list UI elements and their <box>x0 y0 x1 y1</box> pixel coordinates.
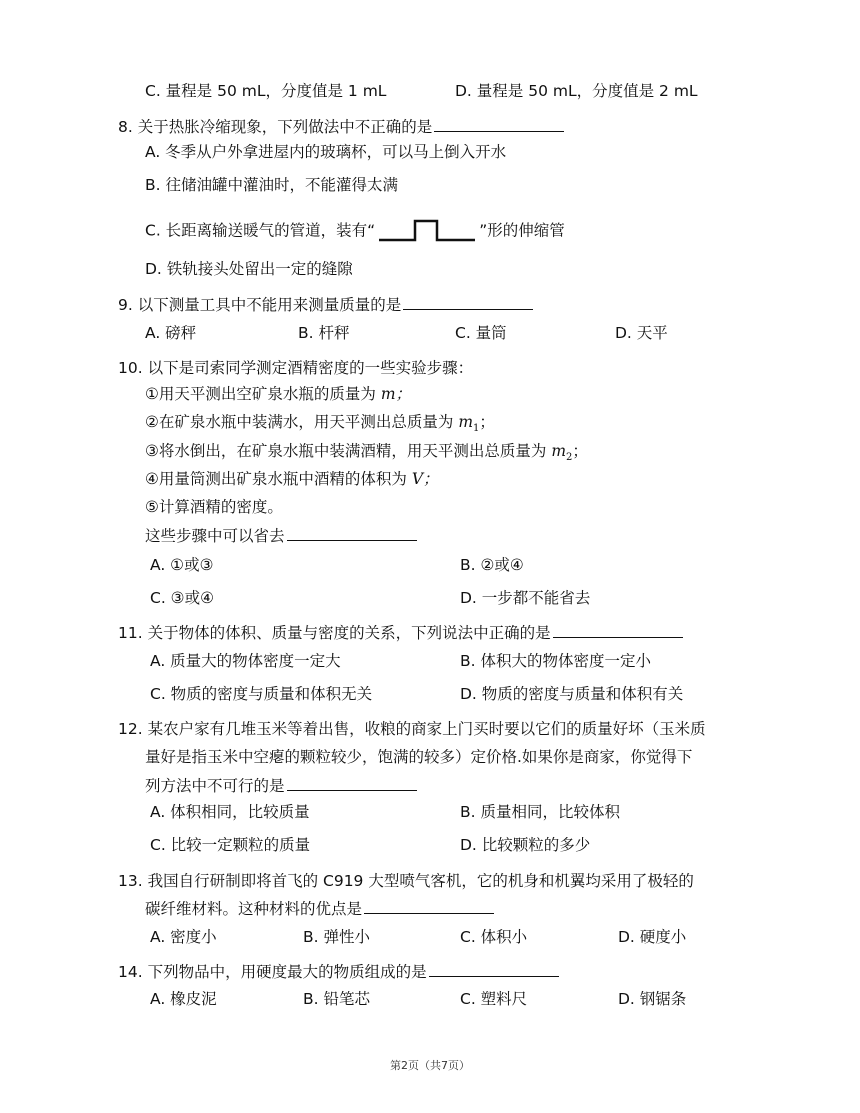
q10-step-3-sub: 2 <box>566 452 573 464</box>
q10-step-3-var: m <box>551 442 567 460</box>
q8-option-c-text-post: ”形的伸缩管 <box>479 221 565 240</box>
q12-option-b: B. 质量相同，比较体积 <box>460 803 620 821</box>
q10-step-4-text: ④用量筒测出矿泉水瓶中酒精的体积为 <box>145 470 407 488</box>
q14-option-a: A. 橡皮泥 <box>150 990 217 1008</box>
q9-answer-blank <box>403 295 533 310</box>
q10-question <box>145 525 417 547</box>
expansion-pipe-icon <box>377 218 477 244</box>
q9-option-b: B. 杆秤 <box>298 324 350 342</box>
q12-stem-line-3 <box>145 775 417 797</box>
q10-step-5: ⑤计算酒精的密度。 <box>145 498 283 516</box>
q10-question-text: 这些步骤中可以省去 <box>145 527 285 545</box>
q8-option-d: D. 铁轨接头处留出一定的缝隙 <box>145 260 353 278</box>
q9-option-c: C. 量筒 <box>455 324 507 342</box>
q13-answer-blank <box>364 899 494 914</box>
q12-answer-blank <box>287 776 417 791</box>
q11-option-b: B. 体积大的物体密度一定小 <box>460 652 651 670</box>
q13-stem-line-2 <box>145 898 494 920</box>
q12-stem-text: 列方法中不可行的是 <box>145 777 285 795</box>
q10-step-3 <box>145 440 588 469</box>
q9-option-a: A. 磅秤 <box>145 324 197 342</box>
q11-option-d: D. 物质的密度与质量和体积有关 <box>460 685 684 703</box>
q10-step-3-text: ③将水倒出，在矿泉水瓶中装满酒精，用天平测出总质量为 <box>145 442 547 460</box>
q8-option-b: B. 往储油罐中灌油时，不能灌得太满 <box>145 176 398 194</box>
q14-stem-text: 14. 下列物品中，用硬度最大的物质组成的是 <box>118 963 427 981</box>
q10-step-1 <box>145 383 411 405</box>
q12-option-d: D. 比较颗粒的多少 <box>460 836 591 854</box>
q12-stem-line-1: 12. 某农户家有几堆玉米等着出售，收粮的商家上门买时要以它们的质量好坏（玉米质 <box>118 720 706 738</box>
q10-step-2 <box>145 411 495 440</box>
q14-option-b: B. 铅笔芯 <box>303 990 370 1008</box>
q12-stem-line-2: 量好是指玉米中空瘪的颗粒较少，饱满的较多）定价格.如果你是商家，你觉得下 <box>145 748 693 766</box>
q11-stem-text: 11. 关于物体的体积、质量与密度的关系，下列说法中正确的是 <box>118 624 551 642</box>
q12-option-a: A. 体积相同，比较质量 <box>150 803 310 821</box>
page-footer: 第2页（共7页） <box>390 1059 470 1072</box>
q8-option-c <box>145 218 565 244</box>
q11-option-a: A. 质量大的物体密度一定大 <box>150 652 341 670</box>
q9-stem <box>118 294 533 316</box>
q7-option-d: D. 量程是 50 mL，分度值是 2 mL <box>455 82 698 100</box>
q10-step-2-end: ； <box>479 413 495 431</box>
q10-step-1-var: m； <box>380 385 412 403</box>
q7-option-c: C. 量程是 50 mL，分度值是 1 mL <box>145 82 387 100</box>
q11-option-c: C. 物质的密度与质量和体积无关 <box>150 685 373 703</box>
q10-step-3-end: ； <box>572 442 588 460</box>
q13-stem-line-1: 13. 我国自行研制即将首飞的 C919 大型喷气客机，它的机身和机翼均采用了极轻的 <box>118 872 694 890</box>
q10-step-1-text: ①用天平测出空矿泉水瓶的质量为 <box>145 385 376 403</box>
q13-option-c: C. 体积小 <box>460 928 528 946</box>
q10-answer-blank <box>287 526 417 541</box>
q13-option-d: D. 硬度小 <box>618 928 687 946</box>
q10-option-a: A. ①或③ <box>150 556 214 574</box>
q9-option-d: D. 天平 <box>615 324 668 342</box>
q12-option-c: C. 比较一定颗粒的质量 <box>150 836 311 854</box>
q10-stem: 10. 以下是司索同学测定酒精密度的一些实验步骤： <box>118 359 474 377</box>
q8-answer-blank <box>434 117 564 132</box>
q13-option-b: B. 弹性小 <box>303 928 370 946</box>
q14-option-c: C. 塑料尺 <box>460 990 528 1008</box>
q14-stem <box>118 961 559 983</box>
q10-step-4 <box>145 468 439 490</box>
q14-answer-blank <box>429 962 559 977</box>
q10-step-2-var: m <box>458 413 474 431</box>
q10-option-d: D. 一步都不能省去 <box>460 589 591 607</box>
q14-option-d: D. 钢锯条 <box>618 990 687 1008</box>
q10-option-c: C. ③或④ <box>150 589 214 607</box>
q8-stem-text: 8. 关于热胀冷缩现象，下列做法中不正确的是 <box>118 118 433 136</box>
q13-option-a: A. 密度小 <box>150 928 217 946</box>
q10-step-2-sub: 1 <box>473 423 480 435</box>
q9-stem-text: 9. 以下测量工具中不能用来测量质量的是 <box>118 296 402 314</box>
q11-answer-blank <box>553 623 683 638</box>
q10-step-4-var: V； <box>411 470 439 488</box>
q10-option-b: B. ②或④ <box>460 556 524 574</box>
q8-option-c-text-pre: C. 长距离输送暖气的管道，装有“ <box>145 221 376 240</box>
q8-stem <box>118 116 564 138</box>
q11-stem <box>118 622 683 644</box>
q8-option-a: A. 冬季从户外拿进屋内的玻璃杯，可以马上倒入开水 <box>145 143 507 161</box>
q13-stem-text: 碳纤维材料。这种材料的优点是 <box>145 900 363 918</box>
q10-step-2-text: ②在矿泉水瓶中装满水，用天平测出总质量为 <box>145 413 454 431</box>
